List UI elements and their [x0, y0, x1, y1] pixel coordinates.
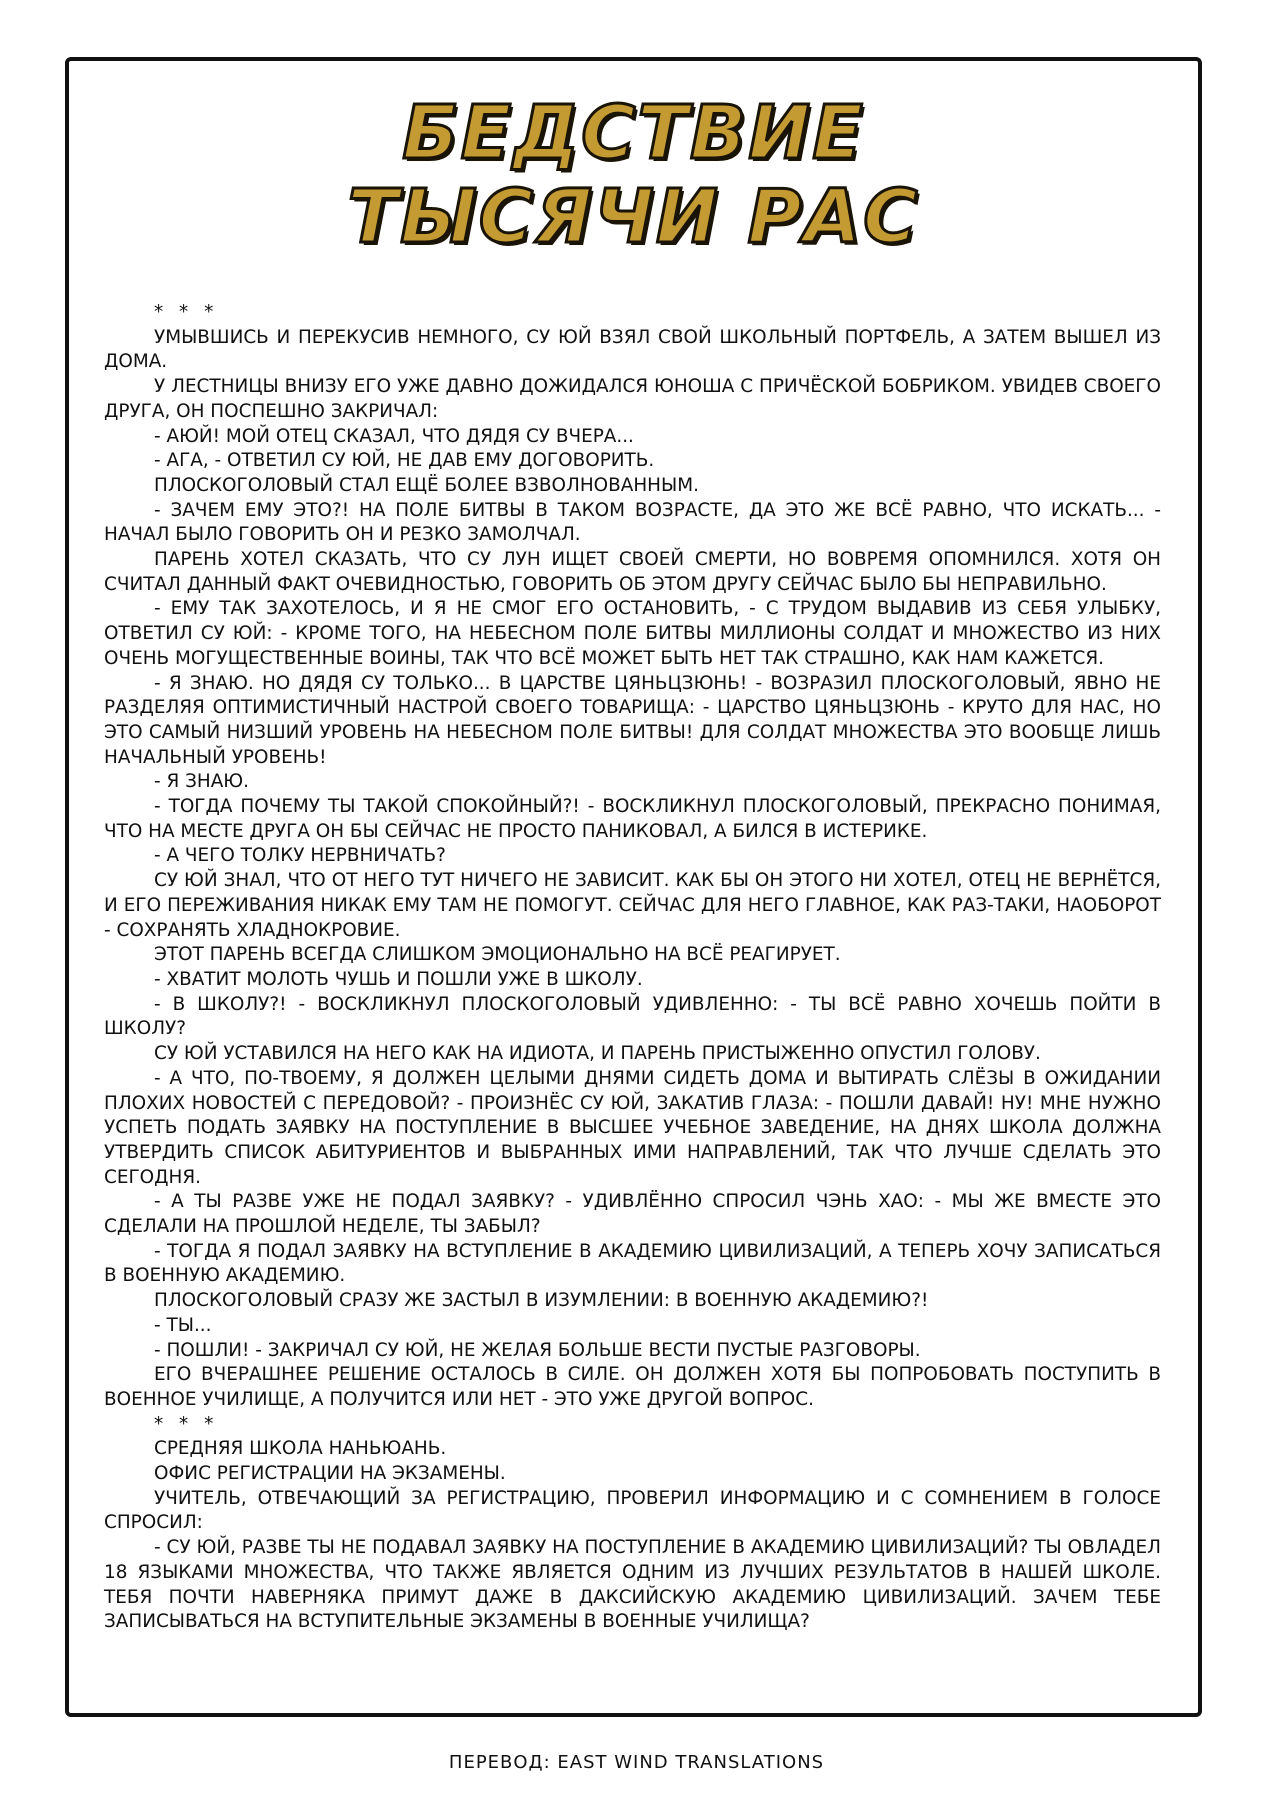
paragraph: - ТОГДА ПОЧЕМУ ТЫ ТАКОЙ СПОКОЙНЫЙ?! - ВОСКЛИКНУЛ ПЛОСКОГОЛОВЫЙ, ПРЕКРАСНО ПОНИМАЯ, ЧТО НА МЕСТЕ ДРУГА ОН БЫ СЕЙЧАС НЕ ПРОСТО ПАНИКОВАЛ, А БИЛСЯ В ИСТЕРИКЕ. [104, 796, 1161, 842]
paragraph: УМЫВШИСЬ И ПЕРЕКУСИВ НЕМНОГО, СУ ЮЙ ВЗЯЛ СВОЙ ШКОЛЬНЫЙ ПОРТФЕЛЬ, А ЗАТЕМ ВЫШЕЛ ИЗ ДОМА. [104, 326, 1161, 373]
paragraph: ПЛОСКОГОЛОВЫЙ СТАЛ ЕЩЁ БОЛЕЕ ВЗВОЛНОВАННЫМ. [154, 474, 699, 496]
title-line-1: БЕДСТВИЕ [402, 90, 865, 176]
paragraph: ПЛОСКОГОЛОВЫЙ СРАЗУ ЖЕ ЗАСТЫЛ В ИЗУМЛЕНИИ: В ВОЕННУЮ АКАДЕМИЮ?! [154, 1290, 929, 1312]
paragraph: ЕГО ВЧЕРАШНЕЕ РЕШЕНИЕ ОСТАЛОСЬ В СИЛЕ. ОН ДОЛЖЕН ХОТЯ БЫ ПОПРОБОВАТЬ ПОСТУПИТЬ В ВОЕННОЕ УЧИЛИЩЕ, А ПОЛУЧИТСЯ ИЛИ НЕТ - ЭТО УЖЕ ДРУГОЙ ВОПРОС. [104, 1364, 1161, 1410]
paragraph: СУ ЮЙ ЗНАЛ, ЧТО ОТ НЕГО ТУТ НИЧЕГО НЕ ЗАВИСИТ. КАК БЫ ОН ЭТОГО НИ ХОТЕЛ, ОТЕЦ НЕ ВЕРНЁТСЯ, И ЕГО ПЕРЕЖИВАНИЯ НИКАК ЕМУ ТАМ НЕ ПОМОГУТ. СЕЙЧАС ДЛЯ НЕГО ГЛАВНОЕ, КАК РАЗ-ТАКИ, НАОБОРОТ - СОХРАНЯТЬ ХЛАДНОКРОВИЕ. [104, 870, 1161, 941]
paragraph: - А ЧТО, ПО-ТВОЕМУ, Я ДОЛЖЕН ЦЕЛЫМИ ДНЯМИ СИДЕТЬ ДОМА И ВЫТИРАТЬ СЛЁЗЫ В ОЖИДАНИИ ПЛОХИХ НОВОСТЕЙ С ПЕРЕДОВОЙ? - ПРОИЗНЁС СУ ЮЙ, ЗАКАТИВ ГЛАЗА: - ПОШЛИ ДАВАЙ! НУ! МНЕ НУЖНО УСПЕТЬ ПОДАТЬ ЗАЯВКУ НА ПОСТУПЛЕНИЕ В ВЫСШЕЕ УЧЕБНОЕ ЗАВЕДЕНИЕ, НА ДНЯХ ШКОЛА ДОЛЖНА УТВЕРДИТЬ СПИСОК АБИТУРИЕНТОВ И ВЫБРАННЫХ ИМИ НАПРАВЛЕНИЙ, ТАК ЧТО ЛУЧШЕ СДЕЛАТЬ ЭТО СЕГОДНЯ. [104, 1067, 1161, 1188]
paragraph: - ХВАТИТ МОЛОТЬ ЧУШЬ И ПОШЛИ УЖЕ В ШКОЛУ. [154, 968, 643, 990]
paragraph: - ПОШЛИ! - ЗАКРИЧАЛ СУ ЮЙ, НЕ ЖЕЛАЯ БОЛЬШЕ ВЕСТИ ПУСТЫЕ РАЗГОВОРЫ. [154, 1339, 921, 1361]
paragraph: ЭТОТ ПАРЕНЬ ВСЕГДА СЛИШКОМ ЭМОЦИОНАЛЬНО НА ВСЁ РЕАГИРУЕТ. [154, 944, 841, 966]
paragraph: ОФИС РЕГИСТРАЦИИ НА ЭКЗАМЕНЫ. [154, 1463, 506, 1485]
paragraph: У ЛЕСТНИЦЫ ВНИЗУ ЕГО УЖЕ ДАВНО ДОЖИДАЛСЯ ЮНОША С ПРИЧЁСКОЙ БОБРИКОМ. УВИДЕВ СВОЕГО ДРУГА, ОН ПОСПЕШНО ЗАКРИЧАЛ: [104, 376, 1161, 422]
chapter-text [104, 301, 1161, 1635]
paragraph: - ТОГДА Я ПОДАЛ ЗАЯВКУ НА ВСТУПЛЕНИЕ В АКАДЕМИЮ ЦИВИЛИЗАЦИЙ, А ТЕПЕРЬ ХОЧУ ЗАПИСАТЬСЯ В ВОЕННУЮ АКАДЕМИЮ. [104, 1240, 1161, 1287]
paragraph: - В ШКОЛУ?! - ВОСКЛИКНУЛ ПЛОСКОГОЛОВЫЙ УДИВЛЕННО: - ТЫ ВСЁ РАВНО ХОЧЕШЬ ПОЙТИ В ШКОЛУ? [104, 993, 1161, 1040]
paragraph: - АЮЙ! МОЙ ОТЕЦ СКАЗАЛ, ЧТО ДЯДЯ СУ ВЧЕРА... [154, 425, 634, 447]
scene-separator: * * * [154, 1413, 219, 1435]
paragraph: - А ЧЕГО ТОЛКУ НЕРВНИЧАТЬ? [154, 845, 446, 867]
paragraph: ПАРЕНЬ ХОТЕЛ СКАЗАТЬ, ЧТО СУ ЛУН ИЩЕТ СВОЕЙ СМЕРТИ, НО ВОВРЕМЯ ОПОМНИЛСЯ. ХОТЯ ОН СЧИТАЛ ДАННЫЙ ФАКТ ОЧЕВИДНОСТЬЮ, ГОВОРИТЬ ОБ ЭТОМ ДРУГУ СЕЙЧАС БЫЛО БЫ НЕПРАВИЛЬНО. [104, 549, 1161, 595]
paragraph: СУ ЮЙ УСТАВИЛСЯ НА НЕГО КАК НА ИДИОТА, И ПАРЕНЬ ПРИСТЫЖЕННО ОПУСТИЛ ГОЛОВУ. [154, 1043, 1041, 1065]
translation-credit: ПЕРЕВОД: EAST WIND TRANSLATIONS [448, 1752, 825, 1773]
paragraph: - ТЫ... [154, 1314, 212, 1336]
paragraph: СРЕДНЯЯ ШКОЛА НАНЬЮАНЬ. [154, 1438, 447, 1460]
paragraph: УЧИТЕЛЬ, ОТВЕЧАЮЩИЙ ЗА РЕГИСТРАЦИЮ, ПРОВЕРИЛ ИНФОРМАЦИЮ И С СОМНЕНИЕМ В ГОЛОСЕ СПРОСИЛ: [104, 1487, 1161, 1534]
paragraph: - Я ЗНАЮ. НО ДЯДЯ СУ ТОЛЬКО... В ЦАРСТВЕ ЦЯНЬЦЗЮНЬ! - ВОЗРАЗИЛ ПЛОСКОГОЛОВЫЙ, ЯВНО НЕ РАЗДЕЛЯЯ ОПТИМИСТИЧНЫЙ НАСТРОЙ СВОЕГО ТОВАРИЩА: - ЦАРСТВО ЦЯНЬЦЗЮНЬ - КРУТО ДЛЯ НАС, НО ЭТО САМЫЙ НИЗШИЙ УРОВЕНЬ НА НЕБЕСНОМ ПОЛЕ БИТВЫ! ДЛЯ СОЛДАТ МНОЖЕСТВА ЭТО ВООБЩЕ ЛИШЬ НАЧАЛЬНЫЙ УРОВЕНЬ! [104, 672, 1161, 768]
title-line-2: ТЫСЯЧИ РАС [347, 174, 920, 260]
page-title [69, 91, 1198, 259]
paragraph: - А ТЫ РАЗВЕ УЖЕ НЕ ПОДАЛ ЗАЯВКУ? - УДИВЛЁННО СПРОСИЛ ЧЭНЬ ХАО: - МЫ ЖЕ ВМЕСТЕ ЭТО СДЕЛАЛИ НА ПРОШЛОЙ НЕДЕЛЕ, ТЫ ЗАБЫЛ? [104, 1191, 1161, 1238]
paragraph: - АГА, - ОТВЕТИЛ СУ ЮЙ, НЕ ДАВ ЕМУ ДОГОВОРИТЬ. [154, 450, 655, 472]
paragraph: - СУ ЮЙ, РАЗВЕ ТЫ НЕ ПОДАВАЛ ЗАЯВКУ НА ПОСТУПЛЕНИЕ В АКАДЕМИЮ ЦИВИЛИЗАЦИЙ? ТЫ ОВЛАДЕЛ 18 ЯЗЫКАМИ МНОЖЕСТВА, ЧТО ТАКЖЕ ЯВЛЯЕТСЯ ОДНИМ ИЗ ЛУЧШИХ РЕЗУЛЬТАТОВ В НАШЕЙ ШКОЛЕ. ТЕБЯ ПОЧТИ НАВЕРНЯКА ПРИМУТ ДАЖЕ В ДАКСИЙСКУЮ АКАДЕМИЮ ЦИВИЛИЗАЦИЙ. ЗАЧЕМ ТЕБЕ ЗАПИСЫВАТЬСЯ НА ВСТУПИТЕЛЬНЫЕ ЭКЗАМЕНЫ В ВОЕННЫЕ УЧИЛИЩА? [104, 1537, 1161, 1633]
scene-separator: * * * [154, 302, 219, 323]
page-frame [65, 57, 1202, 1717]
paragraph: - ЗАЧЕМ ЕМУ ЭТО?! НА ПОЛЕ БИТВЫ В ТАКОМ ВОЗРАСТЕ, ДА ЭТО ЖЕ ВСЁ РАВНО, ЧТО ИСКАТЬ... - НАЧАЛ БЫЛО ГОВОРИТЬ ОН И РЕЗКО ЗАМОЛЧАЛ. [104, 499, 1161, 546]
paragraph: - Я ЗНАЮ. [154, 771, 250, 793]
paragraph: - ЕМУ ТАК ЗАХОТЕЛОСЬ, И Я НЕ СМОГ ЕГО ОСТАНОВИТЬ, - С ТРУДОМ ВЫДАВИВ ИЗ СЕБЯ УЛЫБКУ, ОТВЕТИЛ СУ ЮЙ: - КРОМЕ ТОГО, НА НЕБЕСНОМ ПОЛЕ БИТВЫ МИЛЛИОНЫ СОЛДАТ И МНОЖЕСТВО ИЗ НИХ ОЧЕНЬ МОГУЩЕСТВЕННЫЕ ВОИНЫ, ТАК ЧТО ВСЁ МОЖЕТ БЫТЬ НЕТ ТАК СТРАШНО, КАК НАМ КАЖЕТСЯ. [104, 598, 1161, 669]
